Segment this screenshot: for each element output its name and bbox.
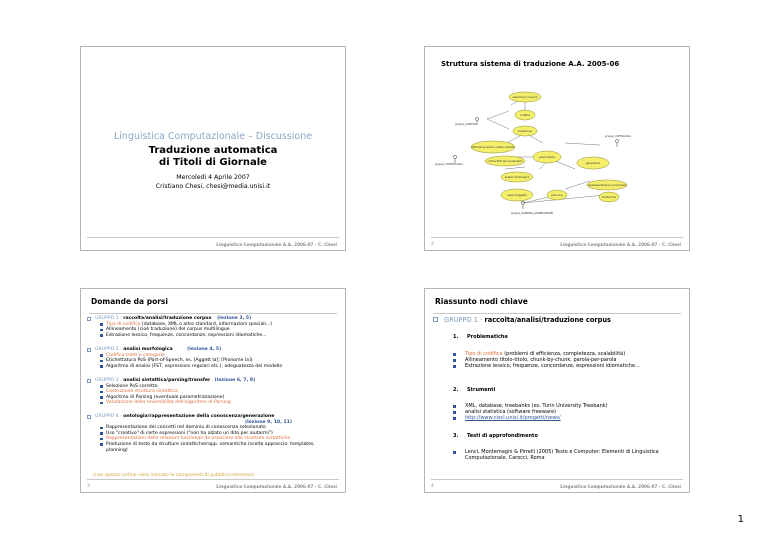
system-diagram xyxy=(425,71,691,231)
list-item: Algoritmo di Parsing (eventuale parametrizzazione) xyxy=(100,395,255,401)
problematiche-list xyxy=(453,351,681,369)
slide-number: 3 xyxy=(87,484,90,489)
list-item: Lenci, Montemagni & Pirrelli (2005) Testo e Computer: Elementi di Linguistica Computazionale. Carocci, Roma xyxy=(453,449,681,461)
label-selezione: selezione il corpora xyxy=(512,96,538,99)
main-title xyxy=(81,145,345,169)
list-item: Tipo di codifica (database, XML o altro standard, informazioni speciali...) xyxy=(100,322,272,328)
label-morfologica: analisi morfologica xyxy=(504,176,530,179)
footer-divider xyxy=(87,479,339,480)
section-testi: 3. Testi di approfondimento xyxy=(453,433,538,439)
slide-title xyxy=(80,46,346,251)
list-item: Rappresentazioni delle relazioni funzionali da associare alle strutture sintattiche xyxy=(100,436,320,442)
actor-morfologia: gruppo_MORFOLOGIA xyxy=(435,163,464,166)
footer-divider xyxy=(431,479,683,480)
slide2-title: Struttura sistema di traduzione A.A. 2005-06 xyxy=(441,60,620,68)
list-item: Etichettatura PoS (Part-of-Speech, es. [Aggett la]; [Pronome la]) xyxy=(100,358,282,364)
list-item: Rappresentazione dei concetti nel dominio di conoscenza selezionato xyxy=(100,425,320,431)
slide1-info xyxy=(81,173,345,191)
slide3-note: (non questo ordine visto indicato le componenti di pubblico interesse) xyxy=(93,473,255,478)
page-number: 1 xyxy=(737,514,744,525)
slide-footer: Linguistica Computazionale A.A. 2006-07 - C. Chesi xyxy=(560,484,681,489)
list-item xyxy=(453,415,681,421)
group-1-heading: GRUPPO 1 - raccolta/analisi/traduzione corpus xyxy=(433,316,611,324)
label-pos: codice POS del vocabolario xyxy=(487,160,523,163)
actor-parsing: gruppo_PARSING_GENERAZIONE xyxy=(511,212,554,215)
title-divider xyxy=(89,313,337,314)
title-divider xyxy=(433,313,681,314)
slide-summary xyxy=(424,288,690,493)
slide-structure xyxy=(424,46,690,251)
label-lessico: definizione lessico, albero sintatt. xyxy=(471,146,515,149)
section-problematiche: 1. Problematiche xyxy=(453,334,508,340)
strumenti-list xyxy=(453,403,681,421)
group-2: GRUPPO 2 - analisi morfologica (lezione 4, 5) Codifica tratti e categorie Etichettatura PoS (Part-of-Speech, es. [Aggett la]; [Pronome la]) Algoritmo di analisi (FST, espressioni regolari etc.), adeguatezza del modello xyxy=(87,347,282,369)
square-bullet-icon xyxy=(87,379,91,383)
list-item: Produzione di testo da strutture sintattiche/rapp. semantiche (scelta approccio: templates, planning) xyxy=(100,442,320,453)
actor-icon-morfologia xyxy=(453,155,456,158)
author-line: Cristiano Chesi, chesi@media.unisi.it xyxy=(155,183,271,190)
slide3-title: Domande da porsi xyxy=(91,297,168,306)
project-link[interactable]: http://www.ciscl.unisi.it/progetti/news/ xyxy=(465,415,561,421)
testi-list xyxy=(453,449,681,461)
actor-icon-corpus xyxy=(475,117,478,120)
group-4: GRUPPO 4 - ontologia/rappresentazione della conoscenza/generazione (lezione 9, 10, 11) Rappresentazione dei concetti nel dominio di conoscenza selezionato Uso "creativo" di certe espressioni ("non ha alzato un dito per aiutarmi") Rappresentazioni delle relazioni funzionali da associare alle strutture sintattiche Produzione di testo da strutture sintattiche/rapp. semantiche (scelta approccio: templates, planning) xyxy=(87,414,320,453)
slide-footer: Linguistica Computazionale A.A. 2006-07 - C. Chesi xyxy=(216,484,337,489)
list-item: Estrazione lessico, frequenze, concordanze, espressioni idiomatiche... xyxy=(453,363,681,369)
label-conoscenza: rappresentazione conoscenza xyxy=(587,184,627,187)
list-item: Costruzione struttura sintattica xyxy=(100,389,255,395)
square-bullet-icon xyxy=(87,317,91,321)
list-item: Uso "creativo" di certe espressioni ("non ha alzato un dito per aiutarmi") xyxy=(100,431,320,437)
list-item: analisi statistica (software freeware) xyxy=(453,409,681,415)
slide-number: 4 xyxy=(431,484,434,489)
list-item: XML, database, treebanks (es. Turin University Treebank) xyxy=(453,403,681,409)
label-codifica: codifica xyxy=(519,114,531,117)
group-1: GRUPPO 1 - raccolta/analisi/traduzione corpus (lezione 3, 5) Tipo di codifica (database, XML o altro standard, informazioni speciali...) Allineamento (cioè traduzione) del corpus multilingue Estrazione lessico, frequenze, concordanze, espressioni idiomatiche... xyxy=(87,316,272,338)
label-lessico-oggetti: lessico/oggetti xyxy=(507,194,527,197)
square-bullet-icon xyxy=(433,317,438,322)
actor-corpus: gruppo_CORPUS xyxy=(455,123,477,126)
slide4-title: Riassunto nodi chiave xyxy=(435,297,528,306)
actor-ontologia: gruppo_ONTOLOGIA xyxy=(605,135,632,138)
section-strumenti: 2. Strumenti xyxy=(453,387,496,393)
course-title: Linguistica Computazionale – Discussione xyxy=(113,131,313,142)
label-grammatica: grammatica xyxy=(539,156,555,159)
list-item: Allineamento (cioè traduzione) del corpus multilingue xyxy=(100,327,272,333)
actor-icon-ontologia xyxy=(615,139,618,142)
slide-footer: Linguistica Computazionale A.A. 2006-07 - C. Chesi xyxy=(216,242,337,247)
footer-divider xyxy=(87,237,339,238)
slide-number: 2 xyxy=(431,242,434,247)
list-item: Codifica tratti e categorie xyxy=(100,353,282,359)
list-item: Algoritmo di analisi (FST, espressioni regolari etc.), adeguatezza del modello xyxy=(100,364,282,370)
title-line-1: Traduzione automatica xyxy=(148,145,278,156)
list-item: Allineamento titolo-titolo, chunk-by-chunk, parola-per-parola xyxy=(453,357,681,363)
label-traduzione2: traduzione xyxy=(602,196,616,199)
label-planning: planning xyxy=(551,194,563,197)
square-bullet-icon xyxy=(87,415,91,419)
list-item: Selezione PoS corretto xyxy=(100,384,255,390)
list-item: Estrazione lessico, frequenze, concordanze, espressioni idiomatiche... xyxy=(100,333,272,339)
slide-questions xyxy=(80,288,346,493)
list-item: Tipo di codifica (problemi di efficienza, completezza, scalabilità) xyxy=(453,351,681,357)
group-3: GRUPPO 3 - analisi sintattica/parsing/transfer (lezione 6, 7, 8) Selezione PoS corretto Costruzione struttura sintattica Algoritmo di Parsing (eventuale parametrizzazione) Valutazione della reversibilità dell'algoritmo di Parsing xyxy=(87,378,255,406)
lecture-date: Mercoledì 4 Aprile 2007 xyxy=(176,174,250,181)
label-traduzione: traduzione xyxy=(518,130,532,133)
slide-footer: Linguistica Computazionale A.A. 2006-07 - C. Chesi xyxy=(560,242,681,247)
label-generatore: generatore xyxy=(585,162,601,165)
footer-divider xyxy=(431,237,683,238)
square-bullet-icon xyxy=(87,348,91,352)
list-item: Valutazione della reversibilità dell'algoritmo di Parsing xyxy=(100,400,255,406)
title-line-2: di Titoli di Giornale xyxy=(159,157,267,168)
